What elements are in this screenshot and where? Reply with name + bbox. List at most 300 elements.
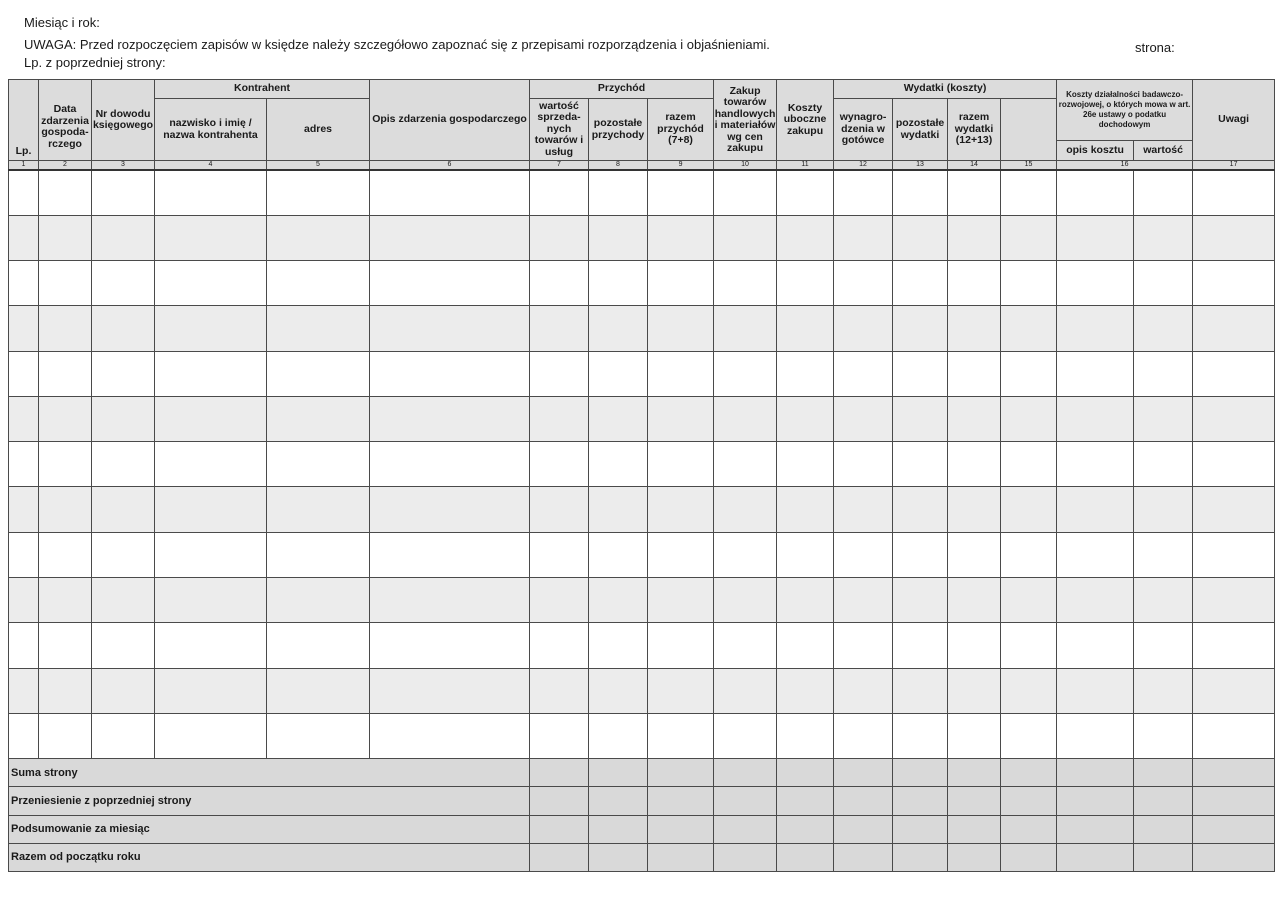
summary-cell[interactable] (948, 815, 1001, 843)
entry-cell[interactable] (92, 713, 155, 758)
summary-row (9, 759, 1275, 787)
summary-cell[interactable] (648, 759, 714, 787)
entry-cell[interactable] (714, 215, 777, 260)
entry-cell[interactable] (9, 442, 39, 487)
header-document-number: Nr dowodu księgowego (92, 80, 155, 161)
entry-cell[interactable] (370, 623, 530, 668)
entry-cell[interactable] (155, 396, 267, 441)
summary-cell[interactable] (948, 759, 1001, 787)
entry-cell[interactable] (92, 442, 155, 487)
entry-cell[interactable] (530, 351, 589, 396)
entry-cell[interactable] (1193, 261, 1275, 306)
entry-cell[interactable] (948, 306, 1001, 351)
entry-cell[interactable] (530, 396, 589, 441)
entry-cell[interactable] (777, 442, 834, 487)
summary-cell[interactable] (1134, 843, 1193, 871)
entry-cell[interactable] (267, 170, 370, 215)
entry-cell[interactable] (777, 351, 834, 396)
entry-cell[interactable] (1001, 713, 1057, 758)
entry-cell[interactable] (92, 351, 155, 396)
entry-cell[interactable] (1057, 668, 1134, 713)
summary-cell[interactable] (1134, 759, 1193, 787)
entry-cell[interactable] (39, 170, 92, 215)
header-total-expenses: razem wydatki (12+13) (948, 99, 1001, 161)
entry-cell[interactable] (39, 623, 92, 668)
entry-cell[interactable] (530, 487, 589, 532)
header-contractor-name: nazwisko i imię / nazwa kontrahenta (155, 99, 267, 161)
summary-cell[interactable] (1057, 843, 1134, 871)
summary-cell[interactable] (648, 815, 714, 843)
summary-cell[interactable] (834, 759, 893, 787)
entry-cell[interactable] (92, 215, 155, 260)
header-total-revenue: razem przychód (7+8) (648, 99, 714, 161)
summary-cell[interactable] (589, 787, 648, 815)
entry-cell[interactable] (777, 306, 834, 351)
entry-cell[interactable] (893, 306, 948, 351)
entry-cell[interactable] (589, 442, 648, 487)
entry-cell[interactable] (589, 487, 648, 532)
entry-cell[interactable] (893, 170, 948, 215)
entry-cell[interactable] (714, 261, 777, 306)
entry-cell[interactable] (893, 487, 948, 532)
entry-cell[interactable] (9, 261, 39, 306)
summary-cell[interactable] (893, 843, 948, 871)
entry-cell[interactable] (648, 532, 714, 577)
entry-cell[interactable] (714, 578, 777, 623)
entry-cell[interactable] (1001, 623, 1057, 668)
entry-cell[interactable] (92, 532, 155, 577)
entry-cell[interactable] (530, 170, 589, 215)
entry-cell[interactable] (714, 351, 777, 396)
entry-cell[interactable] (1193, 623, 1275, 668)
summary-cell[interactable] (648, 787, 714, 815)
entry-cell[interactable] (893, 351, 948, 396)
entry-cell[interactable] (948, 170, 1001, 215)
entry-cell[interactable] (92, 487, 155, 532)
summary-cell[interactable] (1057, 787, 1134, 815)
entry-cell[interactable] (777, 532, 834, 577)
summary-cell[interactable] (1001, 843, 1057, 871)
entry-cell[interactable] (834, 668, 893, 713)
entry-cell[interactable] (1193, 442, 1275, 487)
entry-cell[interactable] (948, 487, 1001, 532)
entry-cell[interactable] (948, 623, 1001, 668)
entry-cell[interactable] (834, 396, 893, 441)
entry-cell[interactable] (39, 442, 92, 487)
entry-cell[interactable] (648, 623, 714, 668)
summary-cell[interactable] (1193, 843, 1275, 871)
entry-cell[interactable] (267, 578, 370, 623)
entry-cell[interactable] (530, 261, 589, 306)
entry-cell[interactable] (530, 532, 589, 577)
summary-cell[interactable] (1134, 815, 1193, 843)
summary-cell[interactable] (893, 759, 948, 787)
entry-cell[interactable] (1134, 396, 1193, 441)
summary-cell[interactable] (777, 787, 834, 815)
summary-cell[interactable] (893, 787, 948, 815)
entry-cell[interactable] (1134, 261, 1193, 306)
entry-cell[interactable] (589, 396, 648, 441)
summary-cell[interactable] (530, 815, 589, 843)
entry-cell[interactable] (648, 396, 714, 441)
entry-cell[interactable] (9, 351, 39, 396)
summary-cell[interactable] (777, 843, 834, 871)
entry-cell[interactable] (1057, 578, 1134, 623)
entry-cell[interactable] (589, 623, 648, 668)
entry-cell[interactable] (893, 396, 948, 441)
entry-cell[interactable] (267, 442, 370, 487)
summary-cell[interactable] (714, 843, 777, 871)
column-number: 9 (648, 161, 714, 171)
entry-cell[interactable] (777, 623, 834, 668)
entry-cell[interactable] (1134, 578, 1193, 623)
summary-cell[interactable] (530, 759, 589, 787)
entry-cell[interactable] (267, 261, 370, 306)
entry-cell[interactable] (648, 578, 714, 623)
column-number: 11 (777, 161, 834, 171)
entry-cell[interactable] (155, 668, 267, 713)
summary-cell[interactable] (893, 815, 948, 843)
entry-cell[interactable] (370, 170, 530, 215)
entry-cell[interactable] (9, 396, 39, 441)
entry-cell[interactable] (92, 261, 155, 306)
entry-cell[interactable] (1001, 215, 1057, 260)
entry-cell[interactable] (155, 623, 267, 668)
header-purchase: Zakup towarów handlowych i materiałów wg cen zakupu (714, 80, 777, 161)
entry-cell[interactable] (834, 487, 893, 532)
entry-cell[interactable] (1134, 351, 1193, 396)
entry-cell[interactable] (893, 578, 948, 623)
summary-cell[interactable] (1057, 759, 1134, 787)
entry-cell[interactable] (1057, 170, 1134, 215)
entry-cell[interactable] (1057, 713, 1134, 758)
entry-cell[interactable] (530, 713, 589, 758)
entry-cell[interactable] (155, 713, 267, 758)
entry-cell[interactable] (1193, 668, 1275, 713)
entry-cell[interactable] (648, 215, 714, 260)
entry-cell[interactable] (267, 713, 370, 758)
entry-cell[interactable] (155, 578, 267, 623)
entry-cell[interactable] (155, 306, 267, 351)
entry-cell[interactable] (1001, 261, 1057, 306)
summary-cell[interactable] (777, 759, 834, 787)
entry-cell[interactable] (39, 668, 92, 713)
entry-cell[interactable] (1134, 532, 1193, 577)
entry-cell[interactable] (1193, 306, 1275, 351)
entry-cell[interactable] (948, 396, 1001, 441)
column-number: 7 (530, 161, 589, 171)
entry-cell[interactable] (714, 668, 777, 713)
entry-cell[interactable] (267, 487, 370, 532)
entry-cell[interactable] (777, 396, 834, 441)
entry-cell[interactable] (267, 215, 370, 260)
entry-cell[interactable] (92, 170, 155, 215)
entry-cell[interactable] (155, 261, 267, 306)
entry-cell[interactable] (648, 170, 714, 215)
summary-cell[interactable] (648, 843, 714, 871)
entry-cell[interactable] (267, 396, 370, 441)
entry-cell[interactable] (1057, 261, 1134, 306)
entry-cell[interactable] (834, 713, 893, 758)
entry-cell[interactable] (370, 442, 530, 487)
entry-cell[interactable] (92, 578, 155, 623)
entry-cell[interactable] (530, 668, 589, 713)
entry-cell[interactable] (893, 215, 948, 260)
entry-cell[interactable] (777, 487, 834, 532)
summary-cell[interactable] (834, 843, 893, 871)
entry-cell[interactable] (1193, 487, 1275, 532)
entry-cell[interactable] (777, 668, 834, 713)
entry-cell[interactable] (530, 306, 589, 351)
header-other-expenses: pozostałe wydatki (893, 99, 948, 161)
summary-cell[interactable] (1193, 787, 1275, 815)
entry-cell[interactable] (9, 713, 39, 758)
entry-cell[interactable] (589, 532, 648, 577)
entry-cell[interactable] (648, 261, 714, 306)
entry-cell[interactable] (9, 668, 39, 713)
entry-cell[interactable] (530, 623, 589, 668)
entry-cell[interactable] (948, 532, 1001, 577)
entry-cell[interactable] (589, 668, 648, 713)
entry-cell[interactable] (893, 623, 948, 668)
entry-cell[interactable] (39, 532, 92, 577)
entry-cell[interactable] (9, 215, 39, 260)
entry-cell[interactable] (1001, 487, 1057, 532)
entry-cell[interactable] (777, 215, 834, 260)
entry-cell[interactable] (948, 351, 1001, 396)
entry-cell[interactable] (1057, 532, 1134, 577)
entry-cell[interactable] (893, 713, 948, 758)
entry-cell[interactable] (370, 487, 530, 532)
entry-cell[interactable] (267, 623, 370, 668)
summary-cell[interactable] (1193, 759, 1275, 787)
entry-cell[interactable] (92, 306, 155, 351)
entry-cell[interactable] (589, 215, 648, 260)
entry-cell[interactable] (834, 215, 893, 260)
summary-cell[interactable] (714, 787, 777, 815)
entry-cell[interactable] (834, 442, 893, 487)
entry-cell[interactable] (589, 713, 648, 758)
summary-cell[interactable] (589, 815, 648, 843)
entry-cell[interactable] (1134, 623, 1193, 668)
summary-row (9, 843, 1275, 871)
entry-cell[interactable] (1057, 215, 1134, 260)
entry-cell[interactable] (267, 306, 370, 351)
entry-cell[interactable] (1057, 623, 1134, 668)
summary-cell[interactable] (1001, 815, 1057, 843)
entry-cell[interactable] (1193, 578, 1275, 623)
entry-cell[interactable] (1001, 578, 1057, 623)
entry-cell[interactable] (948, 261, 1001, 306)
entry-cell[interactable] (589, 170, 648, 215)
entry-cell[interactable] (155, 170, 267, 215)
entry-cell[interactable] (530, 578, 589, 623)
entry-cell[interactable] (834, 351, 893, 396)
entry-cell[interactable] (92, 396, 155, 441)
summary-cell[interactable] (589, 759, 648, 787)
entry-cell[interactable] (714, 532, 777, 577)
entry-cell[interactable] (648, 713, 714, 758)
entry-cell[interactable] (370, 215, 530, 260)
entry-cell[interactable] (714, 442, 777, 487)
entry-cell[interactable] (714, 713, 777, 758)
entry-cell[interactable] (155, 487, 267, 532)
summary-cell[interactable] (777, 815, 834, 843)
entry-cell[interactable] (648, 487, 714, 532)
entry-cell[interactable] (370, 713, 530, 758)
summary-cell[interactable] (1001, 787, 1057, 815)
entry-cell[interactable] (267, 668, 370, 713)
summary-cell[interactable] (1193, 815, 1275, 843)
entry-cell[interactable] (267, 351, 370, 396)
entry-cell[interactable] (834, 306, 893, 351)
entry-cell[interactable] (267, 532, 370, 577)
entry-cell[interactable] (370, 306, 530, 351)
entry-cell[interactable] (9, 306, 39, 351)
entry-cell[interactable] (893, 668, 948, 713)
entry-cell[interactable] (1134, 487, 1193, 532)
header-date-text: Data zdarzenia gospoda-rczego (41, 103, 89, 150)
header-date (39, 80, 92, 161)
entry-cell[interactable] (39, 487, 92, 532)
entry-cell[interactable] (1001, 668, 1057, 713)
entry-cell[interactable] (1134, 215, 1193, 260)
entry-cell[interactable] (530, 215, 589, 260)
entry-cell[interactable] (39, 578, 92, 623)
entry-cell[interactable] (1193, 396, 1275, 441)
entry-cell[interactable] (1193, 713, 1275, 758)
entry-cell[interactable] (714, 396, 777, 441)
entry-cell[interactable] (1057, 306, 1134, 351)
entry-cell[interactable] (893, 532, 948, 577)
entry-cell[interactable] (1193, 351, 1275, 396)
entry-cell[interactable] (39, 215, 92, 260)
entry-cell[interactable] (1193, 532, 1275, 577)
entry-cell[interactable] (714, 487, 777, 532)
header-cost-value: wartość (1134, 141, 1193, 161)
entry-cell[interactable] (714, 306, 777, 351)
summary-cell[interactable] (1057, 815, 1134, 843)
entry-cell[interactable] (948, 442, 1001, 487)
column-number: 2 (39, 161, 92, 171)
entry-cell[interactable] (370, 668, 530, 713)
summary-cell[interactable] (1001, 759, 1057, 787)
entry-cell[interactable] (1001, 532, 1057, 577)
entry-cell[interactable] (648, 351, 714, 396)
entry-cell[interactable] (92, 668, 155, 713)
entry-cell[interactable] (589, 306, 648, 351)
book-body (9, 170, 1275, 872)
entry-cell[interactable] (9, 578, 39, 623)
summary-cell[interactable] (530, 843, 589, 871)
entry-cell[interactable] (777, 170, 834, 215)
summary-cell[interactable] (834, 815, 893, 843)
entry-cell[interactable] (9, 170, 39, 215)
summary-cell[interactable] (948, 843, 1001, 871)
entry-cell[interactable] (834, 578, 893, 623)
entry-cell[interactable] (834, 170, 893, 215)
entry-cell[interactable] (589, 578, 648, 623)
entry-cell[interactable] (1057, 351, 1134, 396)
entry-cell[interactable] (948, 713, 1001, 758)
entry-cell[interactable] (893, 261, 948, 306)
entry-cell[interactable] (1193, 170, 1275, 215)
entry-cell[interactable] (777, 261, 834, 306)
entry-cell[interactable] (1057, 396, 1134, 441)
summary-cell[interactable] (714, 759, 777, 787)
entry-cell[interactable] (1134, 713, 1193, 758)
summary-cell[interactable] (948, 787, 1001, 815)
entry-cell[interactable] (1001, 351, 1057, 396)
entry-cell[interactable] (370, 578, 530, 623)
entry-cell[interactable] (948, 215, 1001, 260)
column-number: 14 (948, 161, 1001, 171)
entry-cell[interactable] (948, 668, 1001, 713)
entry-cell[interactable] (1134, 306, 1193, 351)
entry-cell[interactable] (834, 532, 893, 577)
entry-cell[interactable] (714, 170, 777, 215)
entry-cell[interactable] (1001, 306, 1057, 351)
entry-cell[interactable] (9, 532, 39, 577)
entry-cell[interactable] (530, 442, 589, 487)
entry-cell[interactable] (39, 306, 92, 351)
entry-cell[interactable] (714, 623, 777, 668)
entry-cell[interactable] (589, 261, 648, 306)
entry-cell[interactable] (370, 261, 530, 306)
entry-cell[interactable] (834, 261, 893, 306)
entry-cell[interactable] (92, 623, 155, 668)
entry-cell[interactable] (39, 351, 92, 396)
entry-cell[interactable] (1193, 215, 1275, 260)
entry-cell[interactable] (39, 713, 92, 758)
entry-cell[interactable] (834, 623, 893, 668)
entry-cell[interactable] (589, 351, 648, 396)
entry-cell[interactable] (155, 442, 267, 487)
entry-cell[interactable] (370, 532, 530, 577)
entry-cell[interactable] (155, 215, 267, 260)
entry-cell[interactable] (1057, 487, 1134, 532)
entry-cell[interactable] (648, 306, 714, 351)
column-number: 15 (1001, 161, 1057, 171)
entry-cell[interactable] (648, 442, 714, 487)
entry-cell[interactable] (370, 351, 530, 396)
entry-cell[interactable] (1001, 442, 1057, 487)
entry-cell[interactable] (155, 351, 267, 396)
entry-cell[interactable] (948, 578, 1001, 623)
entry-cell[interactable] (1001, 396, 1057, 441)
entry-cell[interactable] (1057, 442, 1134, 487)
entry-cell[interactable] (1134, 668, 1193, 713)
entry-cell[interactable] (9, 623, 39, 668)
summary-cell[interactable] (834, 787, 893, 815)
summary-cell[interactable] (1134, 787, 1193, 815)
entry-cell[interactable] (370, 396, 530, 441)
entry-cell[interactable] (777, 713, 834, 758)
summary-cell[interactable] (530, 787, 589, 815)
entry-cell[interactable] (39, 261, 92, 306)
entry-cell[interactable] (39, 396, 92, 441)
entry-cell[interactable] (9, 487, 39, 532)
entry-cell[interactable] (893, 442, 948, 487)
entry-cell[interactable] (648, 668, 714, 713)
entry-cell[interactable] (1001, 170, 1057, 215)
entry-cell[interactable] (777, 578, 834, 623)
entry-cell[interactable] (1134, 442, 1193, 487)
summary-cell[interactable] (714, 815, 777, 843)
entry-cell[interactable] (155, 532, 267, 577)
entry-cell[interactable] (1134, 170, 1193, 215)
summary-cell[interactable] (589, 843, 648, 871)
